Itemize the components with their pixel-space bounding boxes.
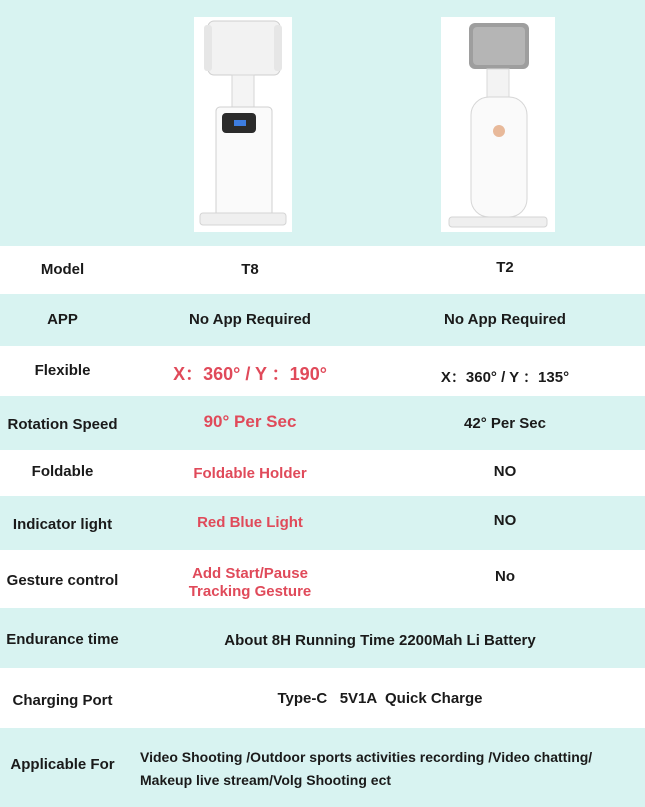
t2-value: T2 [496,259,514,276]
shared-value-line1: Video Shooting /Outdoor sports activities recording /Video chatting/ [140,749,593,765]
row-label: Indicator light [12,516,113,533]
row-label: APP [47,311,78,328]
row-app [0,294,645,346]
row-label: Endurance time [6,631,119,648]
row-label: Flexible [34,362,91,379]
row-label: Gesture control [6,572,119,589]
t8-value: X：360° / Y ：190° [173,364,327,384]
t8-value: Red Blue Light [197,514,303,531]
row-foldable [0,450,645,496]
t8-value-line1: Add Start/Pause [192,565,308,582]
t8-product-image [194,17,292,232]
shared-value: About 8H Running Time 2200Mah Li Battery [224,632,536,649]
t8-value: T8 [241,261,259,278]
row-rotation-speed [0,396,645,450]
row-applicable-for [0,728,645,807]
row-charging-port [0,668,645,728]
row-indicator-light [0,496,645,550]
shared-value-line2: Makeup live stream/Volg Shooting ect [140,772,392,788]
t2-value: No App Required [444,311,566,328]
t2-value: X：360° / Y ：135° [440,369,570,386]
t2-value: NO [493,512,517,529]
row-label: Applicable For [10,756,115,773]
row-endurance-time [0,608,645,668]
row-label: Foldable [31,463,94,480]
row-flexible [0,346,645,396]
row-gesture-control [0,550,645,608]
shared-value: Type-C 5V1A Quick Charge [277,690,483,707]
row-label: Charging Port [12,692,113,709]
t2-value: No [495,568,515,585]
t8-value: 90° Per Sec [203,412,297,431]
t8-value-line2: Tracking Gesture [188,583,312,600]
row-model [0,246,645,294]
t2-value: 42° Per Sec [464,415,546,432]
t2-value: NO [493,463,517,480]
t8-value: Foldable Holder [193,465,307,482]
product-images-section [0,0,645,246]
t8-value: No App Required [189,311,311,328]
row-label: Rotation Speed [7,416,118,433]
t2-product-image [441,17,555,232]
row-label: Model [40,261,85,278]
